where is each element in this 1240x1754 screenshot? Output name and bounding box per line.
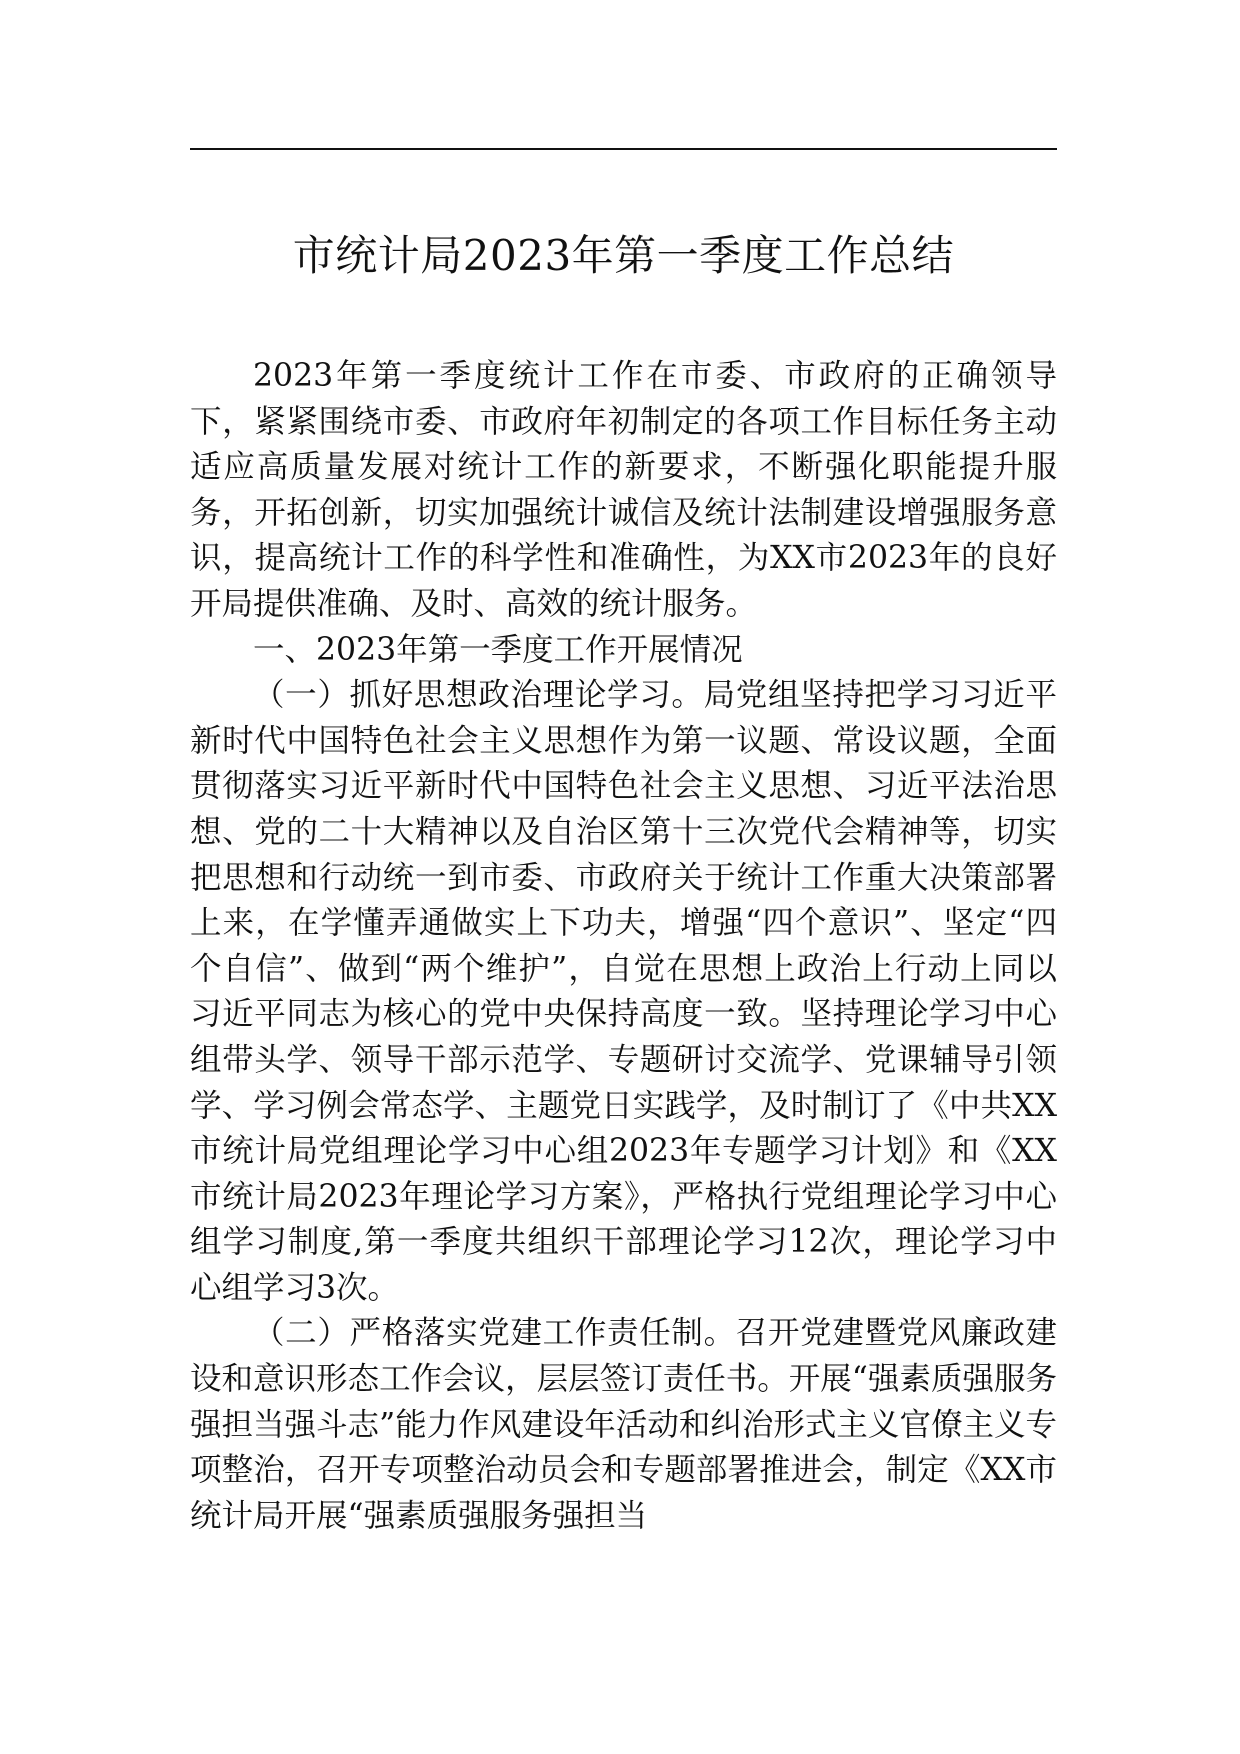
document-body bbox=[190, 354, 1057, 1539]
intro-paragraph: 2023年第一季度统计工作在市委、市政府的正确领导下，紧紧围绕市委、市政府年初制定的各项工作目标任务主动适应高质量发展对统计工作的新要求，不断强化职能提升服务，开拓创新，切实加强统计诚信及统计法制建设增强服务意识，提高统计工作的科学性和准确性，为XX市2023年的良好开局提供准确、及时、高效的统计服务。 bbox=[190, 358, 1057, 622]
section-heading-1: 一、2023年第一季度工作开展情况 bbox=[253, 631, 743, 668]
subsection-paragraph-1: （一）抓好思想政治理论学习。局党组坚持把学习习近平新时代中国特色社会主义思想作为第一议题、常设议题，全面贯彻落实习近平新时代中国特色社会主义思想、习近平法治思想、党的二十大精神以及自治区第十三次党代会精神等，切实把思想和行动统一到市委、市政府关于统计工作重大决策部署上来，在学懂弄通做实上下功夫，增强“四个意识”、坚定“四个自信”、做到“两个维护”，自觉在思想上政治上行动上同以习近平同志为核心的党中央保持高度一致。坚持理论学习中心组带头学、领导干部示范学、专题研讨交流学、党课辅导引领学、学习例会常态学、主题党日实践学，及时制订了《中共XX市统计局党组理论学习中心组2023年专题学习计划》和《XX市统计局2023年理论学习方案》，严格执行党组理论学习中心组学习制度,第一季度共组织干部理论学习12次，理论学习中心组学习3次。 bbox=[190, 677, 1057, 1306]
subsection-paragraph-2: （二）严格落实党建工作责任制。召开党建暨党风廉政建设和意识形态工作会议，层层签订责任书。开展“强素质强服务强担当强斗志”能力作风建设年活动和纠治形式主义官僚主义专项整治，召开专项整治动员会和专题部署推进会，制定《XX市统计局开展“强素质强服务强担当 bbox=[190, 1315, 1057, 1534]
document-title: 市统计局2023年第一季度工作总结 bbox=[292, 231, 955, 280]
header-rule bbox=[190, 148, 1057, 150]
